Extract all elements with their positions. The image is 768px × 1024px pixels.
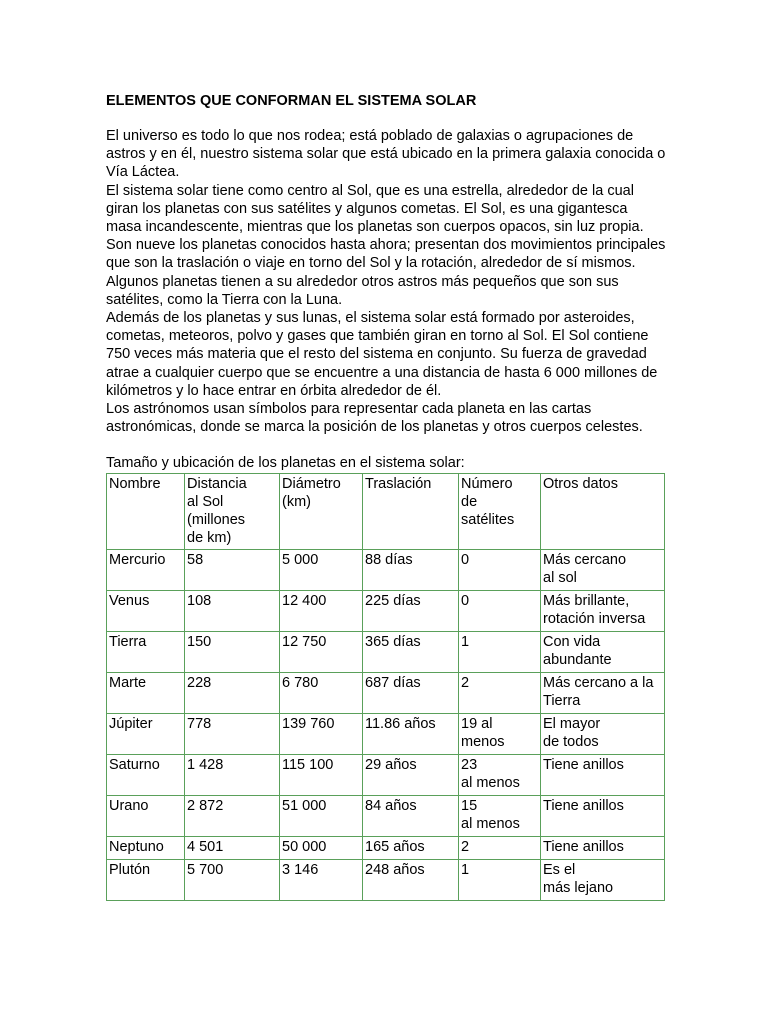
document-title: ELEMENTOS QUE CONFORMAN EL SISTEMA SOLAR [106,93,477,109]
header-distancia: Distancia al Sol (millones de km) [185,474,280,550]
cell-satellites: 0 [459,550,541,591]
cell-distance: 5 700 [185,860,280,901]
cell-diameter: 51 000 [280,796,363,837]
cell-diameter: 139 760 [280,714,363,755]
cell-name: Plutón [107,860,185,901]
cell-name: Tierra [107,632,185,673]
cell-satellites: 0 [459,591,541,632]
cell-translation: 687 días [363,673,459,714]
cell-distance: 58 [185,550,280,591]
cell-name: Júpiter [107,714,185,755]
header-otros-datos: Otros datos [541,474,665,550]
cell-diameter: 3 146 [280,860,363,901]
cell-other: Con vida abundante [541,632,665,673]
cell-distance: 4 501 [185,837,280,860]
cell-diameter: 50 000 [280,837,363,860]
paragraph-symbols: Los astrónomos usan símbolos para representar cada planeta en las cartas astronómicas, donde se marca la posición de los planetas y otros cuerpos celestes. [106,401,643,436]
cell-satellites: 15 al menos [459,796,541,837]
cell-other: Tiene anillos [541,755,665,796]
header-diametro: Diámetro (km) [280,474,363,550]
cell-distance: 1 428 [185,755,280,796]
cell-other: El mayor de todos [541,714,665,755]
cell-satellites: 19 al menos [459,714,541,755]
header-traslacion: Traslación [363,474,459,550]
table-row [107,860,665,901]
cell-name: Neptuno [107,837,185,860]
cell-translation: 29 años [363,755,459,796]
table-row [107,714,665,755]
cell-name: Marte [107,673,185,714]
cell-distance: 778 [185,714,280,755]
cell-name: Urano [107,796,185,837]
table-row [107,796,665,837]
cell-distance: 228 [185,673,280,714]
cell-distance: 2 872 [185,796,280,837]
paragraph-satellites: Algunos planetas tienen a su alrededor otros astros más pequeños que son sus satélites, como la Tierra con la Luna. [106,273,619,308]
paragraph-universe: El universo es todo lo que nos rodea; está poblado de galaxias o agrupaciones de astros y en él, nuestro sistema solar que está ubicado en la primera galaxia conocida o Vía Láctea. [106,128,666,181]
table-row [107,550,665,591]
cell-name: Mercurio [107,550,185,591]
header-satelites: Número de satélites [459,474,541,550]
paragraph-solar-system-center: El sistema solar tiene como centro al Sol, que es una estrella, alrededor de la cual giran los planetas con sus satélites y algunos cometas. El Sol, es una gigantesca masa incandescente, mientras que los planetas son cuerpos opacos, sin luz propia. Son nueve los planetas conocidos hasta ahora; presentan dos movimientos principales que son la traslación o viaje en torno del Sol y la rotación, alrededor de sí mismos. [106,182,666,272]
cell-other: Tiene anillos [541,837,665,860]
cell-name: Saturno [107,755,185,796]
cell-other: Más brillante, rotación inversa [541,591,665,632]
table-header-row [107,474,665,550]
table-row [107,673,665,714]
cell-satellites: 1 [459,632,541,673]
cell-translation: 248 años [363,860,459,901]
cell-diameter: 115 100 [280,755,363,796]
cell-other: Es el más lejano [541,860,665,901]
cell-translation: 225 días [363,591,459,632]
paragraph-composition: Además de los planetas y sus lunas, el sistema solar está formado por asteroides, cometas, meteoros, polvo y gases que también giran en torno al Sol. El Sol contiene 750 veces más materia que el resto del sistema en conjunto. Su fuerza de gravedad atrae a cualquier cuerpo que se encuentre a una distancia de hasta 6 000 millones de kilómetros y lo hace entrar en órbita alrededor de él. [106,310,658,399]
cell-diameter: 6 780 [280,673,363,714]
cell-satellites: 2 [459,837,541,860]
cell-satellites: 23 al menos [459,755,541,796]
table-row [107,632,665,673]
cell-distance: 150 [185,632,280,673]
table-row [107,755,665,796]
cell-diameter: 12 400 [280,591,363,632]
cell-translation: 88 días [363,550,459,591]
cell-other: Más cercano a la Tierra [541,673,665,714]
cell-name: Venus [107,591,185,632]
document-page [106,92,666,901]
cell-other: Tiene anillos [541,796,665,837]
header-nombre: Nombre [107,474,185,550]
cell-translation: 11.86 años [363,714,459,755]
cell-translation: 165 años [363,837,459,860]
planets-table [106,473,665,901]
cell-translation: 365 días [363,632,459,673]
cell-satellites: 2 [459,673,541,714]
table-row [107,837,665,860]
cell-distance: 108 [185,591,280,632]
cell-diameter: 5 000 [280,550,363,591]
cell-other: Más cercano al sol [541,550,665,591]
table-row [107,591,665,632]
cell-satellites: 1 [459,860,541,901]
table-caption: Tamaño y ubicación de los planetas en el sistema solar: [106,455,465,472]
cell-translation: 84 años [363,796,459,837]
cell-diameter: 12 750 [280,632,363,673]
